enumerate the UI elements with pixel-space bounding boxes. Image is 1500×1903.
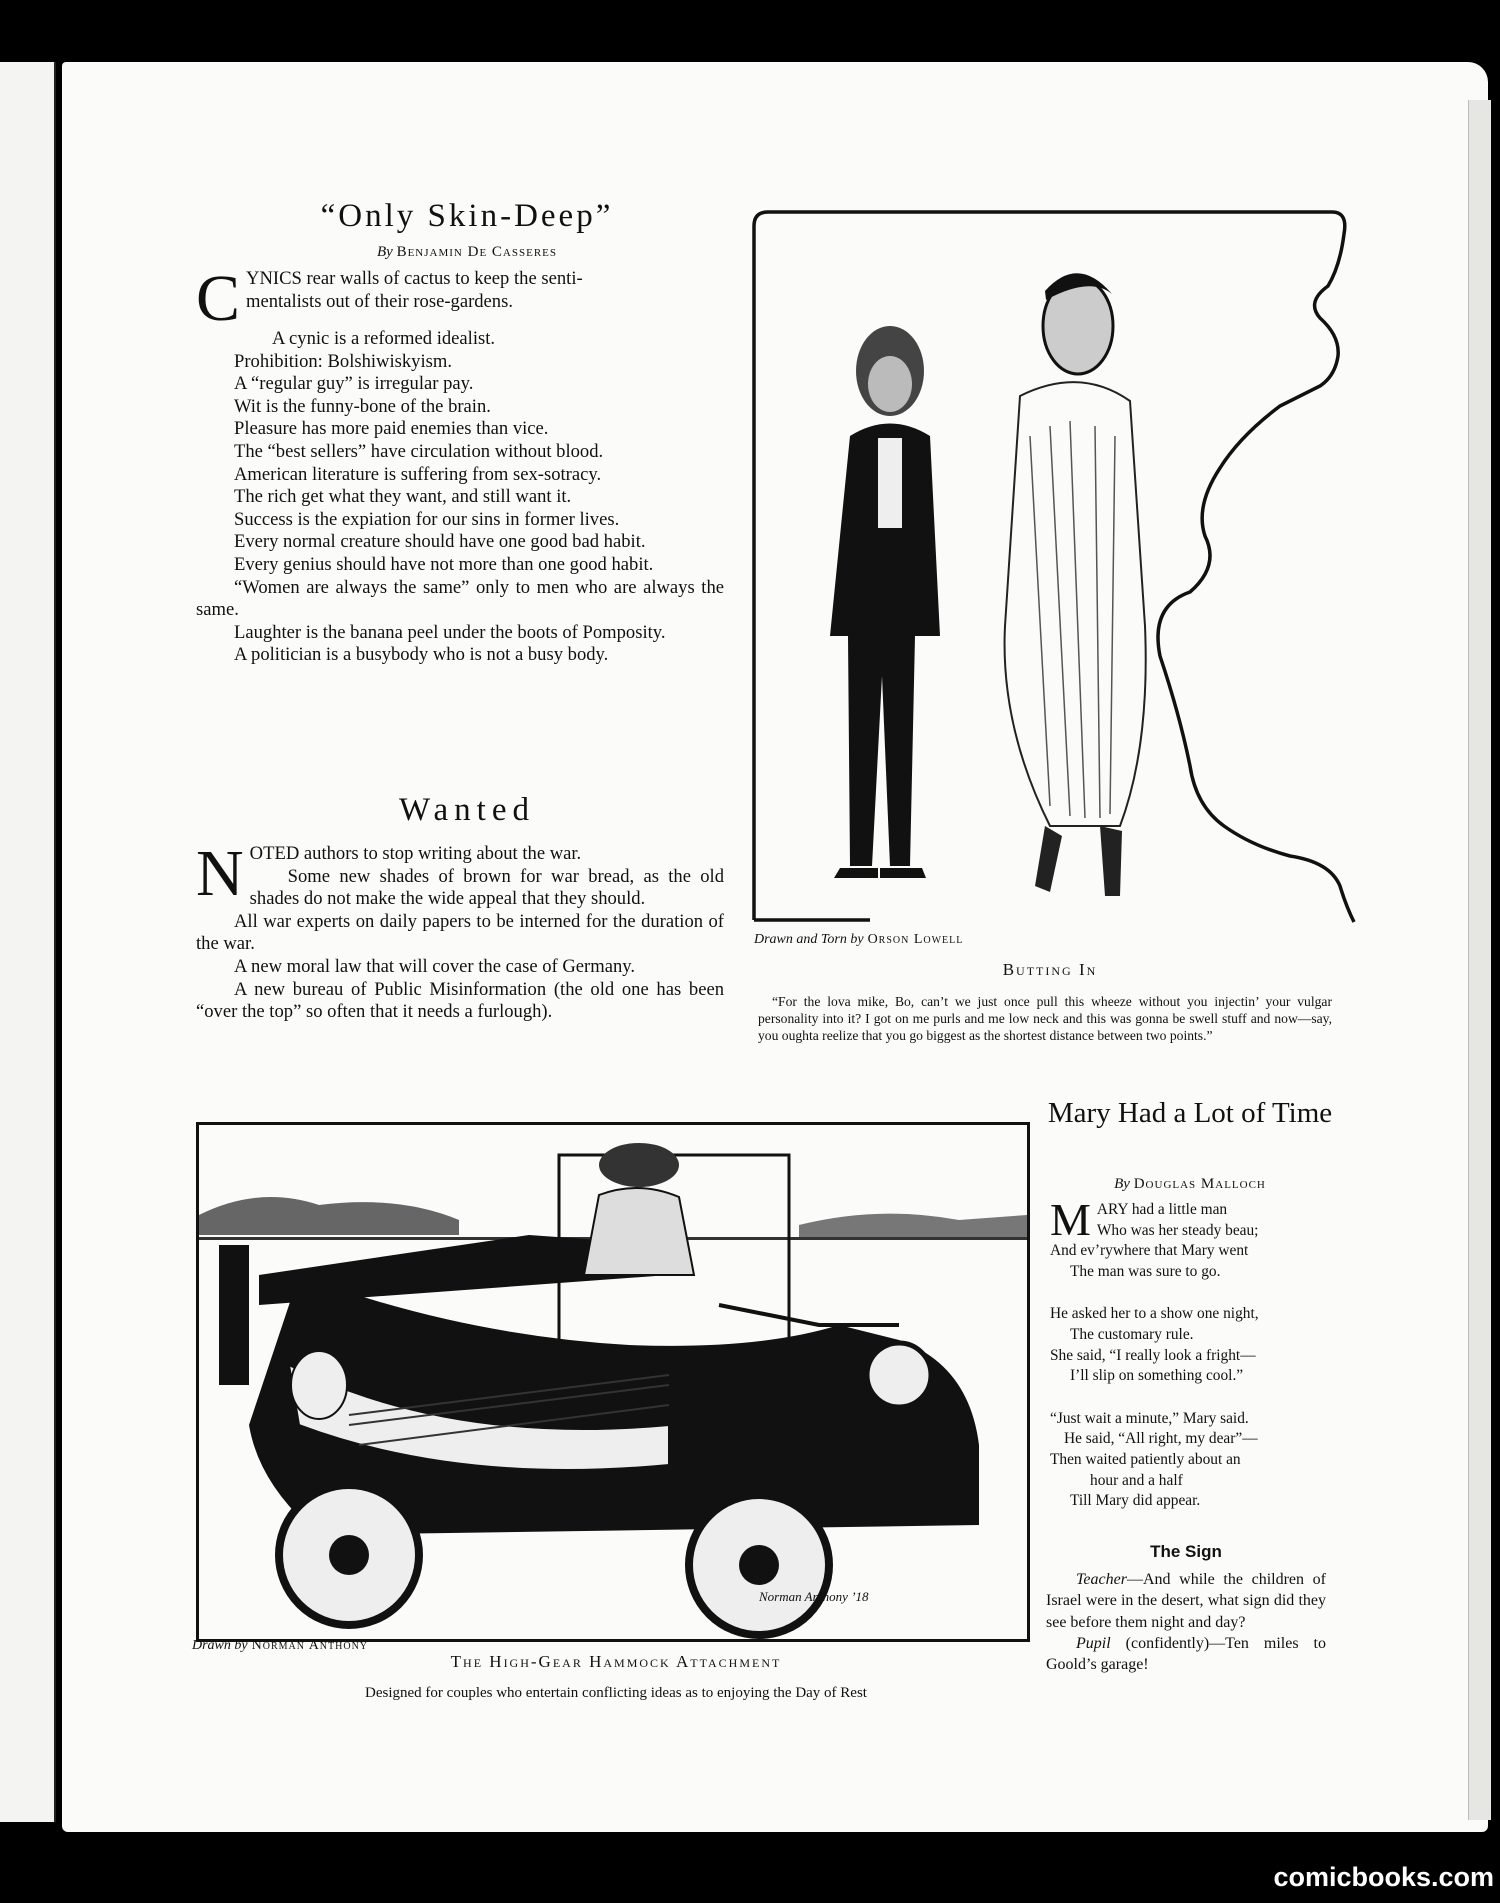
poem-line: I’ll slip on something cool.” — [1070, 1367, 1244, 1385]
poem-line: He asked her to a show one night, — [1050, 1305, 1259, 1323]
cartoon2-title: The High-Gear Hammock Attachment — [450, 1652, 782, 1671]
pupil-text: (confidently)—Ten miles to Goold’s garage! — [1046, 1634, 1326, 1674]
text-line: A “regular guy” is irregular pay. — [234, 373, 474, 395]
teacher-label: Teacher — [1076, 1571, 1127, 1588]
article-byline — [200, 244, 734, 261]
drop-cap: N — [196, 837, 244, 910]
poem-line: The customary rule. — [1070, 1325, 1194, 1343]
man-figure — [830, 326, 940, 878]
first-line: OTED authors to stop writing about the war. — [249, 843, 582, 864]
text-line: American literature is suffering from sex-sotracy. — [234, 463, 602, 485]
poem-line: She said, “I really look a fright— — [1050, 1346, 1256, 1364]
text-line: Every genius should have not more than one good habit. — [234, 553, 654, 575]
text-line: The “best sellers” have circulation without blood. — [234, 440, 604, 462]
credit-artist: Norman Anthony — [251, 1638, 369, 1653]
sign-title: The Sign — [1150, 1542, 1222, 1561]
poem-line: He said, “All right, my dear”— — [1064, 1430, 1258, 1448]
drop-cap: C — [196, 262, 241, 335]
first-line: YNICS rear walls of cactus to keep the senti- — [246, 268, 583, 289]
byline-author: Douglas Malloch — [1133, 1176, 1266, 1192]
poem-line: Till Mary did appear. — [1070, 1492, 1201, 1510]
woman-figure — [1005, 273, 1146, 896]
cartoon1-title: Butting In — [1002, 960, 1098, 979]
text-line: Some new shades of brown for war bread, as the old shades do not make the wide appeal that they should. — [249, 865, 724, 910]
poem-title: Mary Had a Lot of Time — [1047, 1097, 1333, 1129]
poem-line: Who was her steady beau; — [1096, 1221, 1259, 1239]
artist-signature: Norman Anthony ’18 — [759, 1589, 869, 1604]
cartoon-hammock-frame — [196, 1122, 1030, 1642]
poem-byline — [1040, 1176, 1340, 1193]
poem-line: hour and a half — [1090, 1471, 1183, 1489]
watermark: comicbooks.com — [1273, 1862, 1494, 1892]
byline-author: Benjamin De Casseres — [396, 244, 557, 260]
text-line: “Women are always the same” only to men who are always the same. — [196, 576, 724, 621]
second-line: mentalists out of their rose-gardens. — [246, 290, 513, 312]
cartoon-hammock — [199, 1125, 1027, 1639]
poem-line: “Just wait a minute,” Mary said. — [1050, 1409, 1249, 1427]
left-page-edge — [0, 62, 56, 1822]
poem-line: And ev’rywhere that Mary went — [1050, 1242, 1249, 1260]
text-line: Success is the expiation for our sins in former lives. — [234, 508, 620, 530]
text-line: Every normal creature should have one good bad habit. — [234, 531, 646, 553]
byline-prefix: By — [377, 244, 393, 260]
credit-artist: Orson Lowell — [867, 932, 964, 947]
text-line: A new moral law that will cover the case of Germany. — [234, 955, 635, 977]
text-line: All war experts on daily papers to be interned for the duration of the war. — [196, 910, 724, 955]
cartoon2-subtitle: Designed for couples who entertain conflicting ideas as to enjoying the Day of Rest — [365, 1685, 867, 1701]
drop-cap: M — [1050, 1194, 1091, 1245]
text-line: Laughter is the banana peel under the boots of Pomposity. — [234, 621, 666, 643]
article-body-wanted — [196, 837, 724, 1024]
text-line: Pleasure has more paid enemies than vice. — [234, 418, 549, 440]
poem-line: Then waited patiently about an — [1050, 1450, 1241, 1468]
article-body-cynics — [196, 262, 724, 667]
byline-prefix: By — [1114, 1176, 1130, 1192]
pupil-label: Pupil — [1076, 1634, 1111, 1652]
cartoon-butting-in — [750, 206, 1360, 926]
article-title-wanted: Wanted — [399, 792, 535, 828]
credit-prefix: Drawn by — [192, 1638, 248, 1653]
text-line: A new bureau of Public Misinformation (the old one has been “over the top” so often that it needs a furlough). — [196, 978, 724, 1023]
sign-body — [1046, 1569, 1326, 1675]
text-line: Prohibition: Bolshiwiskyism. — [234, 350, 452, 372]
cartoon1-credit — [754, 930, 963, 948]
article-title-only-skin-deep: “Only Skin-Deep” — [320, 198, 614, 234]
text-line: Wit is the funny-bone of the brain. — [234, 395, 491, 417]
right-page-edge — [1468, 100, 1491, 1820]
poem-first-line: ARY had a little man — [1096, 1201, 1228, 1218]
text-line: A cynic is a reformed idealist. — [272, 328, 496, 349]
poem-line: The man was sure to go. — [1070, 1262, 1221, 1280]
poem-body — [1050, 1194, 1340, 1512]
credit-prefix: Drawn and Torn by — [754, 932, 864, 947]
cartoon1-caption: “For the lova mike, Bo, can’t we just once pull this wheeze without you injectin’ your vulgar personality into it? I got on me purls and me low neck and this was gonna be swell stuff and now—say, you oughta reelize that you go biggest as the shortest distance between two points.” — [758, 994, 1332, 1043]
text-line: A politician is a busybody who is not a busy body. — [234, 644, 609, 666]
text-line: The rich get what they want, and still want it. — [234, 486, 572, 508]
teacher-text: —And while the children of Israel were in the desert, what sign did they see before them night and day? — [1046, 1571, 1326, 1631]
